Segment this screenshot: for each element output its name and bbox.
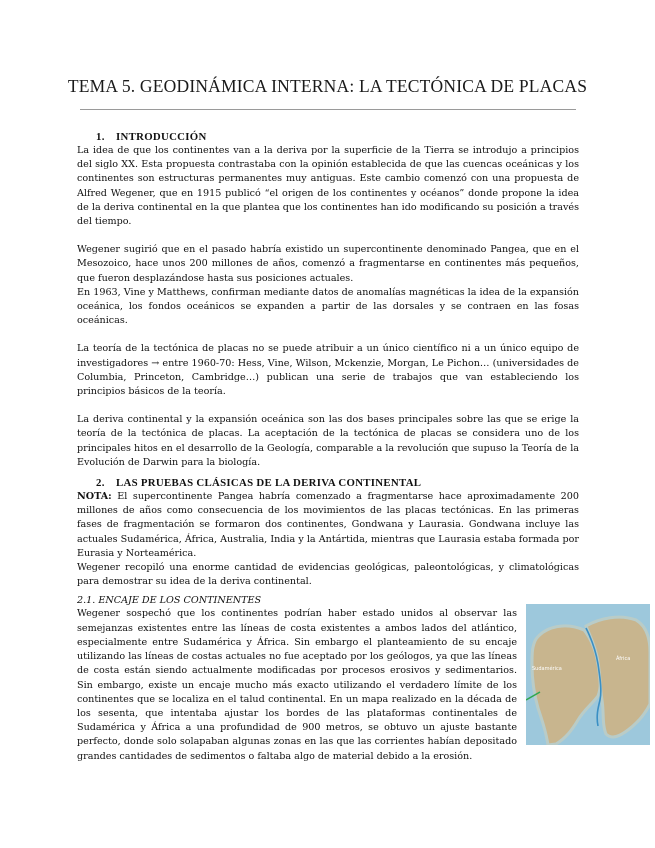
subsection-2-1-heading: 2.1. ENCAJE DE LOS CONTINENTES <box>77 595 262 607</box>
continent-fit-map <box>526 604 650 745</box>
section-1-heading <box>77 130 579 144</box>
intro-paragraph-2: Wegener sugirió que en el pasado habría existido un supercontinente denominado Pangea, que en el Mesozoico, hace unos 200 millones de años, comenzó a fragmentarse en continentes más pequeños, que fueron desplazándose hasta sus posiciones actuales. <box>77 244 579 284</box>
document-body <box>77 130 579 764</box>
note-text: El supercontinente Pangea habría comenzado a fragmentarse hace aproximadamente 200 millones de años como consecuencia de los movimientos de las placas tectónicas. En las primeras fases de fragmentación se formaron dos continentes, Gondwana y Laurasia. Gondwana incluye las actuales Sudamérica, África, Australia, India y la Antártida, mientras que Laurasia estaba formada por Eurasia y Norteamérica. <box>77 491 579 559</box>
note-label: NOTA: <box>77 491 112 503</box>
section-2-number: 2. <box>96 477 105 490</box>
title-divider <box>80 109 576 110</box>
page-title: TEMA 5. GEODINÁMICA INTERNA: LA TECTÓNICA DE PLACAS <box>67 76 588 96</box>
section-2-paragraph-2: Wegener recopiló una enorme cantidad de evidencias geológicas, paleontológicas, y climatológicas para demostrar su idea de la deriva continental. <box>77 562 579 588</box>
section-1-title: INTRODUCCIÓN <box>116 131 207 143</box>
intro-paragraph-5: La deriva continental y la expansión oceánica son las dos bases principales sobre las que se erige la teoría de la tectónica de placas. La aceptación de la tectónica de placas se considera uno de los principales hitos en el desarrollo de la Geología, comparable a la revolución que supuso la Teoría de la Evolución de Darwin para la biología. <box>77 414 579 468</box>
intro-paragraph-1: La idea de que los continentes van a la deriva por la superficie de la Tierra se introdujo a principios del siglo XX. Esta propuesta contrastaba con la opinión establecida de que las cuencas oceánicas y los continentes son estructuras permanentes muy antiguas. Este cambio comenzó con una propuesta de Alfred Wegener, que en 1915 publicó “el origen de los continentes y océanos” donde propone la idea de la deriva continental en la que plantea que los continentes han ido modificando su posición a través del tiempo. <box>77 145 579 228</box>
section-2-title: LAS PRUEBAS CLÁSICAS DE LA DERIVA CONTINENTAL <box>116 477 422 490</box>
south-america-label: Sudamérica <box>532 666 562 672</box>
africa-label: África <box>616 656 631 662</box>
note-paragraph <box>77 490 579 561</box>
section-1-number: 1. <box>96 131 105 143</box>
intro-paragraph-3: En 1963, Vine y Matthews, confirman mediante datos de anomalías magnéticas la idea de la expansión oceánica, los fondos oceánicos se expanden a partir de las dorsales y se contraen en las fosas oceánicas. <box>77 286 579 327</box>
intro-paragraph-4: La teoría de la tectónica de placas no se puede atribuir a un único científico ni a un único equipo de investigadores → entre 1960-70: Hess, Vine, Wilson, Mckenzie, Morgan, Le Pichon… (universidades de Columbia, Princeton, Cambridge…) publican una serie de trabajos que van estableciendo los principios básicos de la teoría. <box>77 343 579 398</box>
continent-fit-figure <box>526 604 650 745</box>
continent-fit-paragraph: Wegener sospechó que los continentes podrían haber estado unidos al observar las semejanzas existentes entre las líneas de costa existentes a ambos lados del atlántico, especialmente entre Sudamérica y África. Sin embargo el planteamiento de su encaje utilizando las líneas de costas actuales no fue aceptado por los geólogos, ya que las líneas de costa están siendo actualmente modificadas por procesos erosivos y sedimentarios. Sin embargo, existe un encaje mucho más exacto utilizando el verdadero límite de los continentes que se localiza en el talud continental. En un mapa realizado en la década de los sesenta, que intentaba ajustar los bordes de las plataformas continentales de Sudamérica y África a una profundidad de 900 metros, se obtuvo un ajuste bastante perfecto, donde solo solapaban algunas zonas en las que las corrientes habían depositado grandes cantidades de sedimentos o faltaba algo de material debido a la erosión. <box>77 608 517 762</box>
section-2-heading <box>77 476 579 490</box>
